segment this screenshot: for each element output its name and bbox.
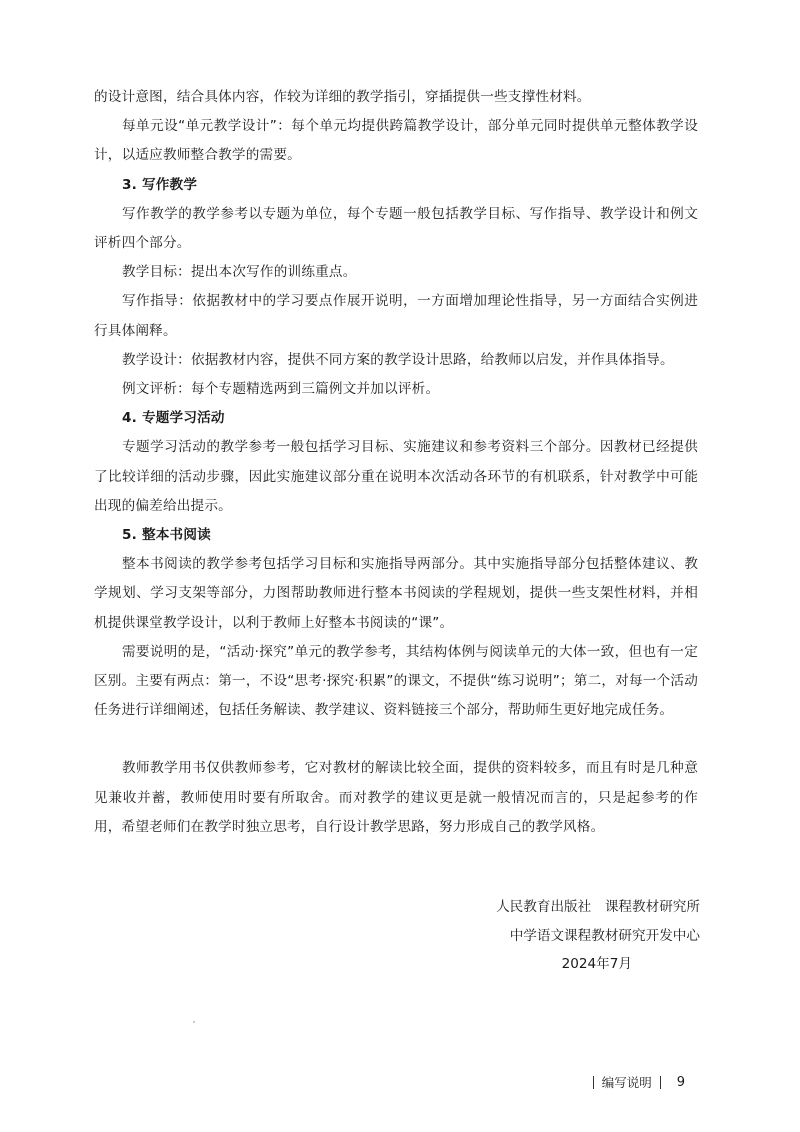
paragraph-example-review: 例文评析：每个专题精选两到三篇例文并加以评析。 [122,381,440,398]
footer-divider-right [660,1076,661,1089]
paragraph-writing-guidance: 写作指导：依据教材中的学习要点作展开说明，一方面增加理论性指导，另一方面结合实例进行具体阐释。 [94,293,698,339]
paragraph-teaching-goal: 教学目标：提出本次写作的训练重点。 [122,264,357,281]
paragraph-activity-unit-note: 需要说明的是，“活动·探究”单元的教学参考，其结构体例与阅读单元的大体一致，但也有一定区别。主要有两点：第一，不设“思考·探究·积累”的课文，不提供“练习说明”；第二，对每一个活动任务进行详细阐述，包括任务解读、教学建议、资料链接三个部分，帮助师生更好地完成任务。 [94,643,698,719]
signature-date: 2024年7月 [561,956,632,972]
paragraph-unit-design: 每单元设“单元教学设计”：每个单元均提供跨篇教学设计，部分单元同时提供单元整体教学设计，以适应教师整合教学的需要。 [94,118,698,164]
paragraph-writing-intro: 写作教学的教学参考以专题为单位，每个专题一般包括教学目标、写作指导、教学设计和例文评析四个部分。 [94,205,698,252]
paragraph-continuation: 的设计意图，结合具体内容，作较为详细的教学指引，穿插提供一些支撑性材料。 [94,89,591,105]
footer-section-title: 编写说明 [601,1075,652,1090]
page-footer [593,1073,685,1091]
signature-publisher: 人民教育出版社 课程教材研究所 [496,899,700,915]
paragraph-teaching-design: 教学设计：依据教材内容，提供不同方案的教学设计思路，给教师以启发，并作具体指导。 [122,351,674,368]
signature-block [400,893,700,979]
paragraph-gap [94,725,698,754]
section-heading-whole-book: 5. 整本书阅读 [122,527,211,544]
body-text [94,83,698,842]
paragraph-whole-book: 整本书阅读的教学参考包括学习目标和实施指导两部分。其中实施指导部分包括整体建议、教学规划、学习支架等部分，力图帮助教师进行整本书阅读的学程规划，提供一些支架性材料，并相机提供课堂教学设计，以利于教师上好整本书阅读的“课”。 [94,556,698,631]
paragraph-activity: 专题学习活动的教学参考一般包括学习目标、实施建议和参考资料三个部分。因教材已经提供了比较详细的活动步骤，因此实施建议部分重在说明本次活动各环节的有机联系，针对教学中可能出现的偏差给出提示。 [94,439,698,514]
scan-speck [193,1021,195,1023]
paragraph-closing: 教师教学用书仅供教师参考，它对教材的解读比较全面，提供的资料较多，而且有时是几种意见兼收并蓄，教师使用时要有所取舍。而对教学的建议更是就一般情况而言的，只是起参考的作用，希望老师们在教学时独立思考，自行设计教学思路，努力形成自己的教学风格。 [94,760,698,835]
section-heading-writing: 3. 写作教学 [122,176,198,193]
section-heading-activity: 4. 专题学习活动 [122,410,225,427]
page-number: 9 [676,1074,685,1090]
signature-center: 中学语文课程教材研究开发中心 [509,927,700,944]
footer-divider-left [593,1076,594,1089]
